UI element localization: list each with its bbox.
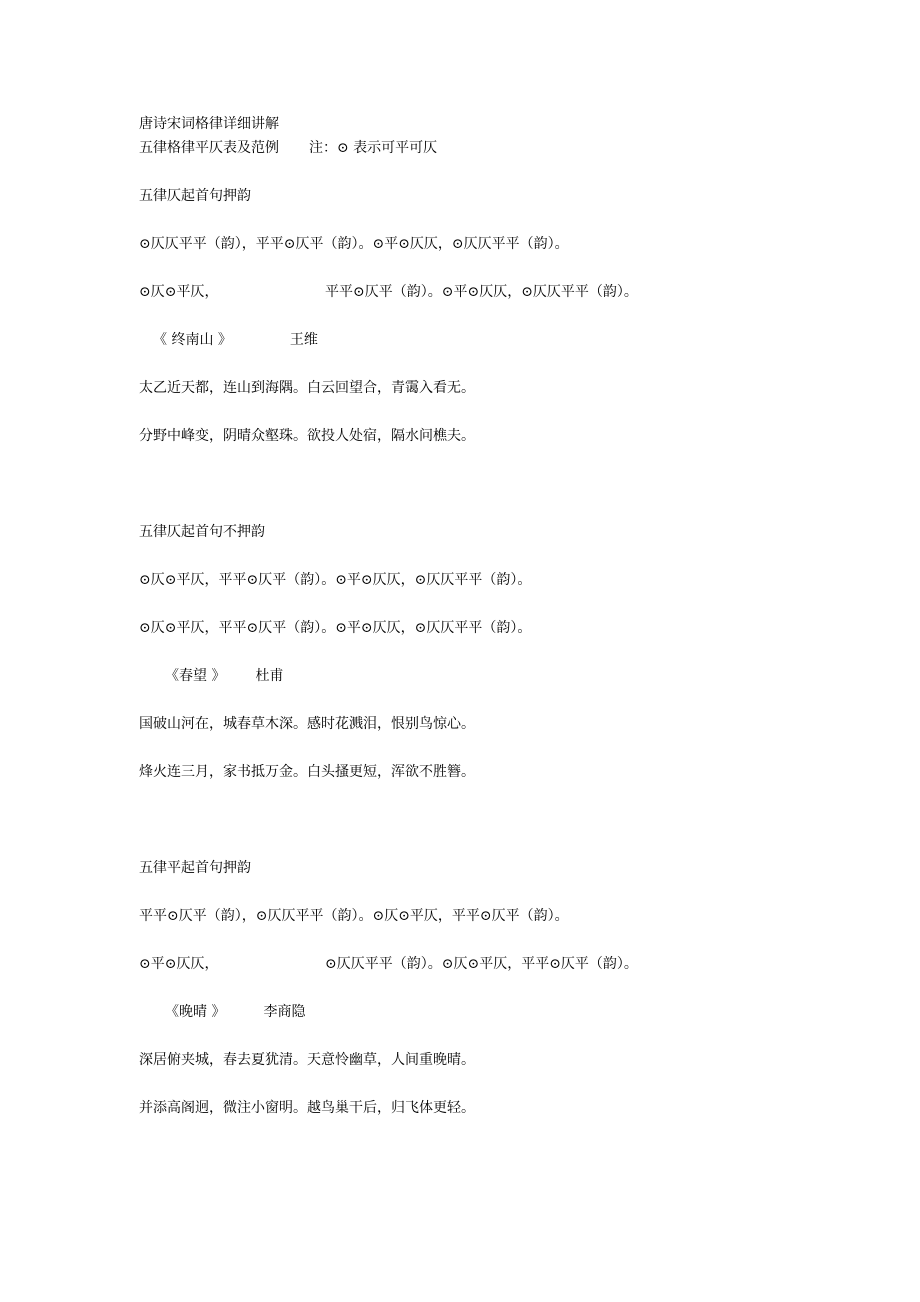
poem-title-row (139, 1000, 899, 1024)
tonal-pattern-line: ⊙仄仄平平（韵），平平⊙仄平（韵）。⊙平⊙仄仄，⊙仄仄平平（韵）。 (139, 236, 569, 252)
section-heading: 五律平起首句押韵 (139, 860, 251, 876)
doc-subtitle-row (139, 136, 899, 160)
poem-title-row (139, 328, 899, 352)
pattern-segment: 平平⊙仄平（韵）。⊙平⊙仄仄，⊙仄仄平平（韵）。 (325, 284, 638, 300)
poem-title: 《春望 》 (165, 668, 226, 684)
tonal-pattern-line (139, 952, 899, 976)
doc-note: 注：⊙ 表示可平可仄 (309, 140, 438, 156)
pattern-segment: ⊙仄⊙平仄， (139, 284, 219, 300)
poem-verse: 分野中峰变，阴晴众壑珠。欲投人处宿，隔水问樵夫。 (139, 428, 475, 444)
poem-title: 《晚晴 》 (165, 1004, 226, 1020)
doc-title: 唐诗宋词格律详细讲解 (139, 116, 279, 132)
tonal-pattern-line (139, 280, 899, 304)
poem-verse: 并添高阁迥，微注小窗明。越鸟巢干后，归飞体更轻。 (139, 1100, 475, 1116)
poem-title: 《 终南山 》 (153, 332, 232, 348)
poet-name: 杜甫 (255, 668, 284, 684)
poet-name: 王维 (289, 332, 318, 348)
tonal-pattern-line: 平平⊙仄平（韵），⊙仄仄平平（韵）。⊙仄⊙平仄，平平⊙仄平（韵）。 (139, 908, 569, 924)
doc-subtitle: 五律格律平仄表及范例 (139, 140, 279, 156)
poem-verse: 太乙近天都，连山到海隅。白云回望合，青霭入看无。 (139, 380, 475, 396)
poem-verse: 深居俯夹城，春去夏犹清。天意怜幽草，人间重晚晴。 (139, 1052, 475, 1068)
poem-verse: 烽火连三月，家书抵万金。白头搔更短，浑欲不胜簪。 (139, 764, 475, 780)
pattern-segment: ⊙平⊙仄仄， (139, 956, 219, 972)
section-heading: 五律仄起首句不押韵 (139, 524, 265, 540)
poet-name: 李商隐 (263, 1004, 306, 1020)
tonal-pattern-line: ⊙仄⊙平仄，平平⊙仄平（韵）。⊙平⊙仄仄，⊙仄仄平平（韵）。 (139, 620, 532, 636)
pattern-segment: ⊙仄仄平平（韵）。⊙仄⊙平仄，平平⊙仄平（韵）。 (325, 956, 638, 972)
section-heading: 五律仄起首句押韵 (139, 188, 251, 204)
tonal-pattern-line: ⊙仄⊙平仄，平平⊙仄平（韵）。⊙平⊙仄仄，⊙仄仄平平（韵）。 (139, 572, 532, 588)
poem-verse: 国破山河在，城春草木深。感时花溅泪，恨别鸟惊心。 (139, 716, 475, 732)
poem-title-row (139, 664, 899, 688)
document-body (139, 112, 899, 1120)
